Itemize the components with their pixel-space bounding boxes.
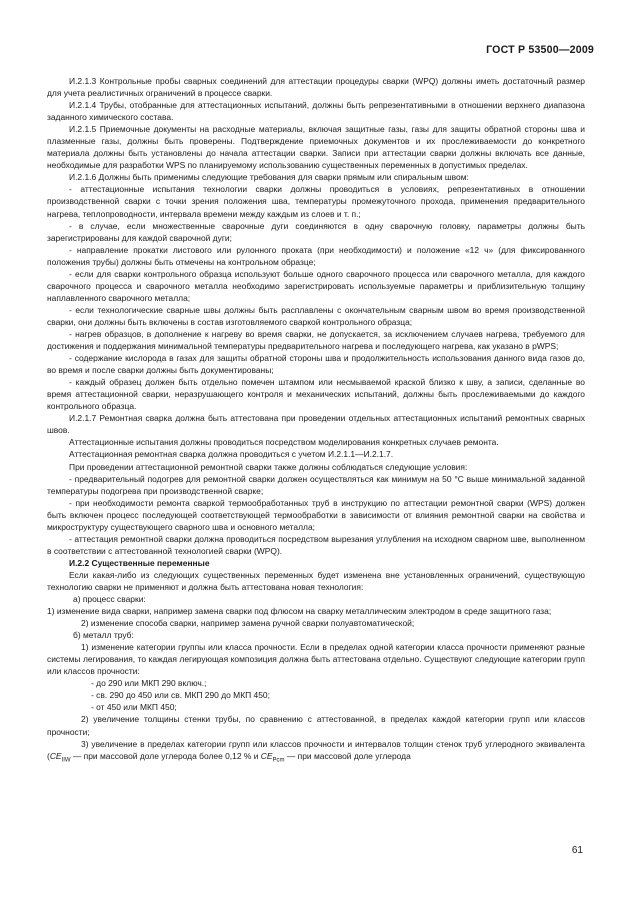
list-item-text: — при массовой доле углерода [284, 750, 411, 761]
document-id-header: ГОСТ Р 53500—2009 [486, 44, 594, 56]
list-item: - до 290 или МКП 290 включ.; [91, 678, 207, 689]
paragraph: И.2.1.5 Приемочные документы на расходные материалы, включая защитные газы, газы для защиты обратной стороны шва и плазменные газы, должны быть проверены. Подтверждение приемочных документов и их прослеживаемости до конкретного материала должны быть установлены до начала аттестации сварки. Записи при аттестации сварки должны включать все данные, необходимые для разработки WPS по планируемому использованию существенных переменных в допустимых пределах. [47, 124, 585, 171]
list-item: - если для сварки контрольного образца используют больше одного сварочного процесса или сварочного металла, для каждого сварочного процесса и сварочного металла необходимо зарегистрировать используемые параметры и приблизительную толщину наплавленного сварочного металла; [47, 268, 585, 303]
formula-subscript: Pcm [272, 757, 285, 764]
list-item: 1) изменение категории группы или класса прочности. Если в пределах одной категории класса прочности применяют разные системы легирования, то каждая легирующая композиция должна быть аттестована отдельно. Существуют следующие категории групп или классов прочности: [47, 642, 585, 677]
list-item: 2) увеличение толщины стенки трубы, по сравнению с аттестованной, в пределах каждой категории групп или классов прочности; [47, 714, 585, 737]
formula-subscript: IIW [61, 757, 71, 764]
list-item: - в случае, если множественные сварочные дуги соединяются в одну сварочную головку, параметры должны быть зарегистрированы для каждой сварочной дуги; [47, 220, 585, 243]
paragraph: При проведении аттестационной ремонтной сварки также должны соблюдаться следующие условия: [69, 461, 468, 472]
list-item: - при необходимости ремонта сваркой термообработанных труб в инструкцию по аттестации ремонтной сварки (WPS) должен быть включен процесс последующей соответствующей термообработки в зависимости от влияния ремонтной сварки на свойства и микроструктуру существующего сварного шва и основного металла; [47, 497, 585, 532]
list-item: 2) изменение способа сварки, например замена ручной сварки полуавтоматической; [81, 618, 415, 629]
list-item: - содержание кислорода в газах для защиты обратной стороны шва и продолжительность использования данного вида газов до, во время и после сварки должны быть документированы; [47, 353, 585, 376]
list-item: - каждый образец должен быть отдельно помечен штампом или несмываемой краской близко к шву, а записи, сделанные во время аттестационной сварки, неразрушающего контроля и механических испытаний, должны быть прослеживаемыми до каждого контрольного образца. [47, 377, 585, 412]
list-item: - направление прокатки листового или рулонного проката (при необходимости) и положение «12 ч» (для фиксированного положения трубы) должны быть отмечены на контрольном образце; [47, 244, 585, 267]
page-number: 61 [571, 845, 583, 856]
list-item: - предварительный подогрев для ремонтной сварки должен осуществляться как минимум на 50 °С выше минимальной заданной температуры подогрева при производственной сварке; [47, 473, 585, 496]
list-item-text: — при массовой доле углерода более 0,12 % и [70, 750, 261, 761]
paragraph: Аттестационная ремонтная сварка должна проводиться с учетом И.2.1.1—И.2.1.7. [69, 449, 394, 460]
list-item: - св. 290 до 450 или св. МКП 290 до МКП 450; [91, 690, 270, 701]
list-item: - если технологические сварные швы должны быть расплавлены с окончательным сварным швом во время производственной сварки, они должны быть включены в состав изготовляемого сваркой контрольного образца; [47, 304, 585, 327]
list-item: а) процесс сварки: [73, 594, 146, 605]
formula-ce: CE [49, 750, 62, 761]
list-item: б) металл труб: [73, 630, 134, 641]
paragraph: И.2.1.3 Контрольные пробы сварных соединений для аттестации процедуры сварки (WPQ) должны иметь достаточный размер для учета реалистичных ограничений в процессе сварки. [47, 76, 585, 99]
paragraph: И.2.1.6 Должны быть применимы следующие требования для сварки прямым или спиральным швом: [69, 172, 469, 183]
list-item: - нагрев образцов, в дополнение к нагреву во время сварки, не допускается, за исключением случаев нагрева, требуемого для достижения и поддержания минимальной температуры предварительного нагрева и последующего нагрева, как указано в pWPS; [47, 328, 585, 352]
paragraph: Если какая-либо из следующих существенных переменных будет изменена вне установленных ограничений, существующую технологию сварки не применяют и должна быть аттестована новая технология: [47, 569, 585, 592]
document-body [47, 75, 585, 766]
list-item [47, 738, 585, 767]
formula-ce: CE [260, 750, 273, 761]
list-item: - аттестация ремонтной сварки должна проводиться посредством вырезания углубления на исходном сварном шве, выполненном в соответствии с аттестованной технологией сварки (WPQ). [47, 533, 585, 556]
paragraph: Аттестационные испытания должны проводиться посредством моделирования конкретных случаев ремонта. [69, 437, 499, 448]
list-item-text: 3) увеличение в пределах категории групп или классов прочности и интервалов толщин стенок труб углеродного эквивалента ( [47, 738, 585, 761]
list-item: 1) изменение вида сварки, например замена сварки под флюсом на сварку металлическим электродом в среде защитного газа; [47, 606, 552, 617]
list-item: - аттестационные испытания технологии сварки должны проводиться в условиях, репрезентативных в отношении производственной сварки с точки зрения положения шва, температуры промежуточного прохода, применения предварительного нагрева, теплопроводности, интервала времени между каждым из слоев и т. п.; [47, 184, 585, 219]
list-item: - от 450 или МКП 450; [91, 702, 177, 713]
section-heading: И.2.2 Существенные переменные [69, 557, 210, 568]
paragraph: И.2.1.4 Трубы, отобранные для аттестационных испытаний, должны быть репрезентативными в отношении верхнего диапазона заданного химического состава. [47, 100, 585, 123]
paragraph: И.2.1.7 Ремонтная сварка должна быть аттестована при проведении отдельных аттестационных испытаний ремонтных сварных швов. [47, 413, 585, 436]
